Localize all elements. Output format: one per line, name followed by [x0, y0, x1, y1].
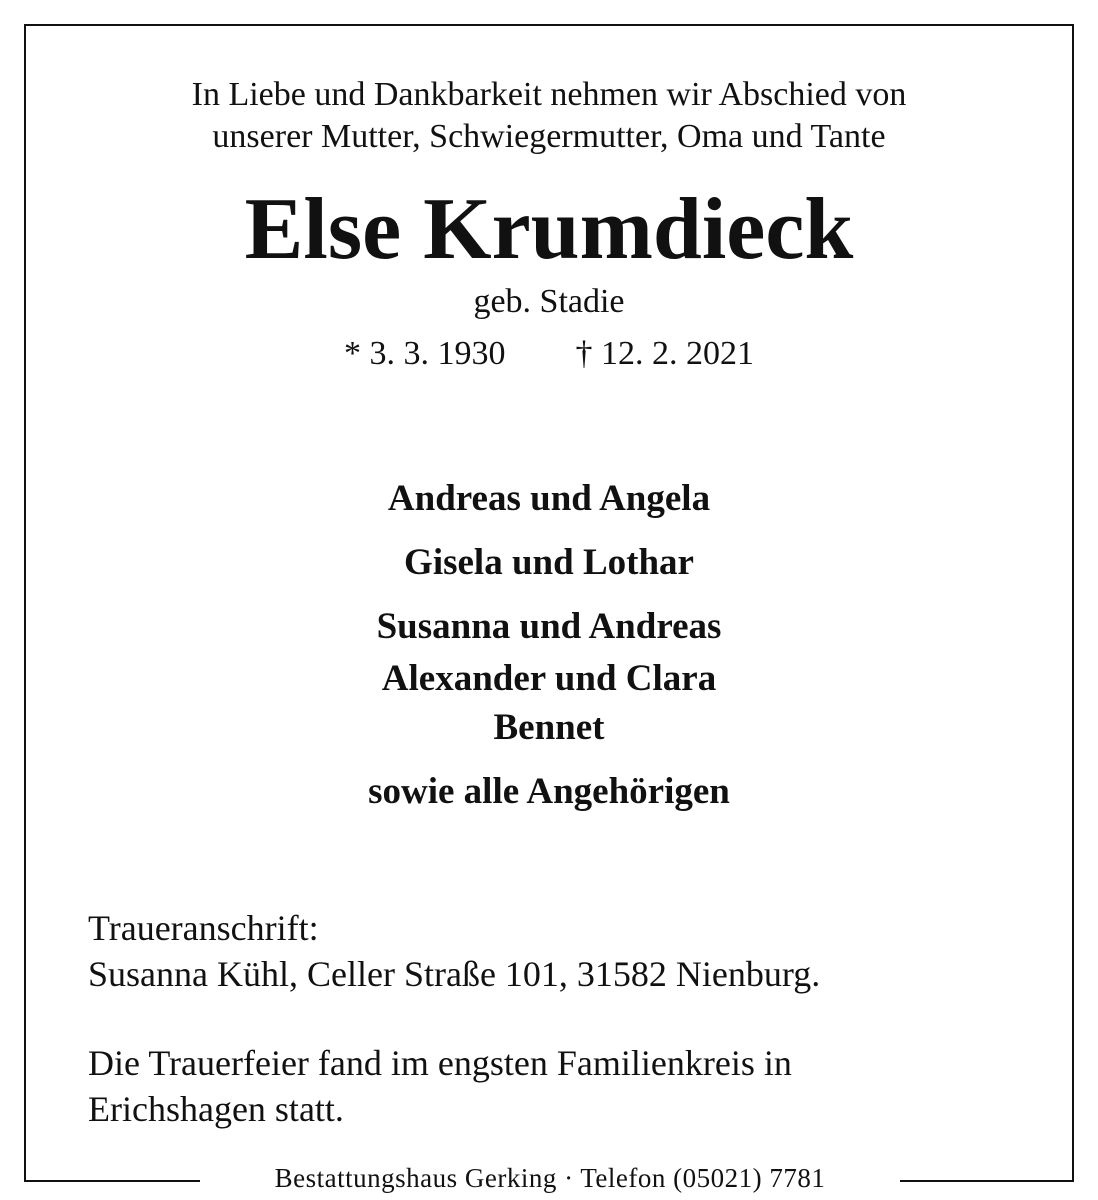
intro-line-2: unserer Mutter, Schwiegermutter, Oma und Tante	[212, 118, 886, 155]
birth-date: * 3. 3. 1930	[344, 335, 506, 372]
ceremony-note	[88, 1040, 984, 1132]
frame-bottom-right-rule	[900, 1180, 1074, 1182]
family-line-3: Susanna und Andreas	[376, 606, 722, 647]
death-date: † 12. 2. 2021	[575, 335, 754, 372]
funeral-home-footer: Bestattungshaus Gerking · Telefon (05021) 7781	[274, 1163, 826, 1193]
family-line-2: Gisela und Lothar	[404, 542, 694, 583]
family-line-5: Bennet	[493, 707, 605, 748]
ceremony-line-2: Erichshagen statt.	[88, 1089, 344, 1129]
intro-line-1: In Liebe und Dankbarkeit nehmen wir Abschied von	[191, 76, 907, 113]
family-line-4: Alexander und Clara	[381, 658, 717, 699]
deceased-name: Else Krumdieck	[244, 181, 854, 278]
address-value: Susanna Kühl, Celler Straße 101, 31582 Nienburg.	[88, 954, 821, 994]
life-dates	[0, 332, 1098, 376]
intro-text	[0, 74, 1098, 158]
family-line-6: sowie alle Angehörigen	[368, 771, 730, 812]
address-label: Traueranschrift:	[88, 908, 319, 948]
mourning-address	[88, 905, 988, 997]
maiden-name: geb. Stadie	[473, 283, 625, 320]
frame-bottom-left-rule	[24, 1180, 200, 1182]
ceremony-line-1: Die Trauerfeier fand im engsten Familienkreis in	[88, 1043, 792, 1083]
family-line-1: Andreas und Angela	[387, 478, 711, 519]
